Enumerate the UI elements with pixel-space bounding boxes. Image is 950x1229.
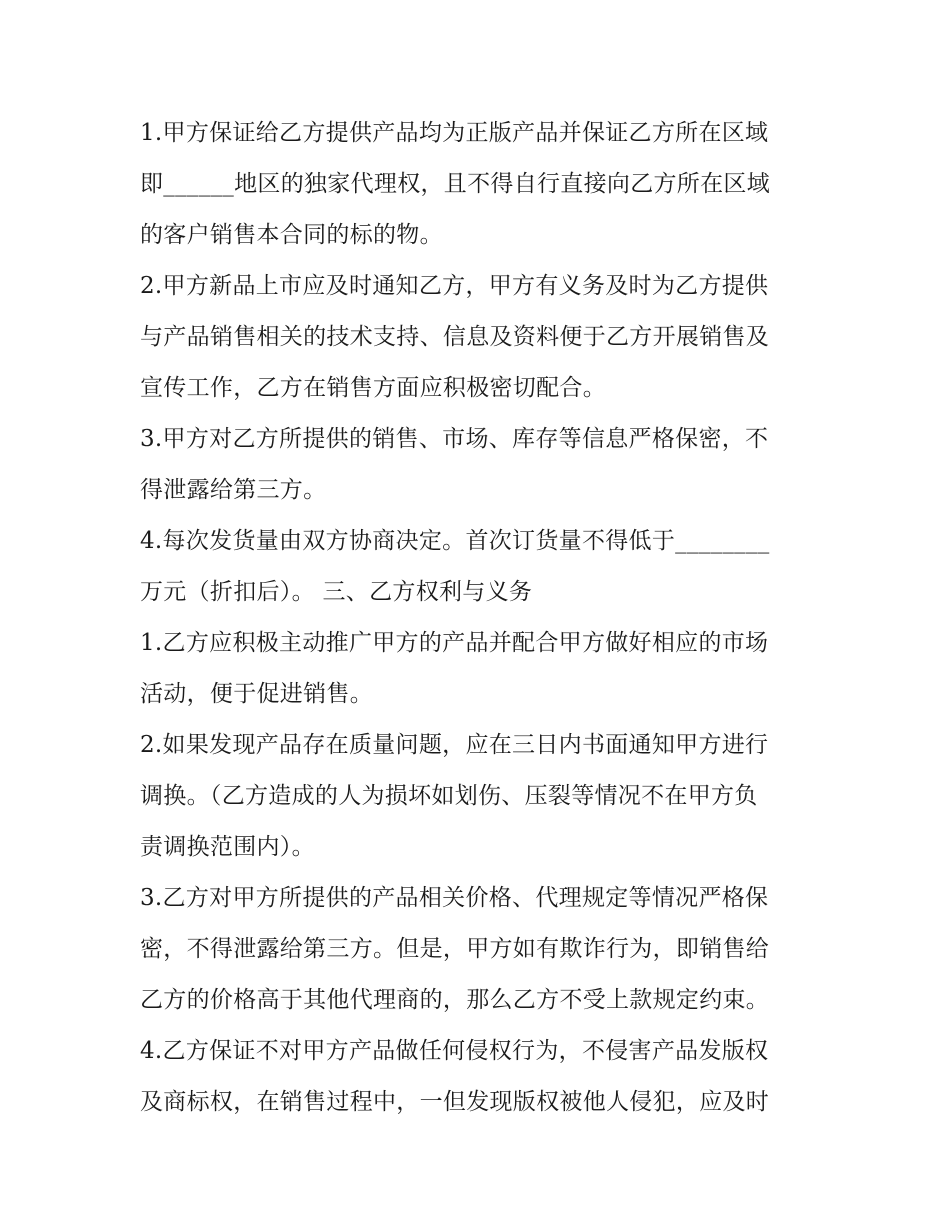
text-line: 与产品销售相关的技术支持、信息及资料便于乙方开展销售及 [140, 324, 770, 350]
text-line: 万元（折扣后）。 三、乙方权利与义务 [140, 579, 533, 605]
contract-body [140, 108, 820, 1128]
text-line: 及商标权，在销售过程中，一但发现版权被他人侵犯，应及时 [140, 1089, 770, 1115]
text-line: 1.乙方应积极主动推广甲方的产品并配合甲方做好相应的市场 [140, 630, 769, 656]
text-line: 密，不得泄露给第三方。但是，甲方如有欺诈行为，即销售给 [140, 936, 770, 962]
text-line: 4.乙方保证不对甲方产品做任何侵权行为，不侵害产品发版权 [140, 1038, 769, 1064]
text-line: 2.如果发现产品存在质量问题，应在三日内书面通知甲方进行 [140, 732, 769, 758]
text-line: 3.甲方对乙方所提供的销售、市场、库存等信息严格保密，不 [140, 426, 769, 452]
text-line: 4.每次发货量由双方协商决定。首次订货量不得低于________ [140, 528, 770, 554]
text-line: 1.甲方保证给乙方提供产品均为正版产品并保证乙方所在区域 [140, 120, 769, 146]
text-line: 2.甲方新品上市应及时通知乙方，甲方有义务及时为乙方提供 [140, 273, 769, 299]
text-line: 调换。（乙方造成的人为损坏如划伤、压裂等情况不在甲方负 [140, 783, 758, 809]
text-line: 宣传工作，乙方在销售方面应积极密切配合。 [140, 375, 606, 401]
text-line: 活动，便于促进销售。 [140, 681, 373, 707]
text-line: 乙方的价格高于其他代理商的，那么乙方不受上款规定约束。 [140, 987, 770, 1013]
text-line: 3.乙方对甲方所提供的产品相关价格、代理规定等情况严格保 [140, 885, 769, 911]
text-line: 即______地区的独家代理权，且不得自行直接向乙方所在区域 [140, 171, 770, 197]
text-line: 得泄露给第三方。 [140, 477, 327, 503]
text-line: 责调换范围内）。 [140, 834, 315, 860]
text-line: 的客户销售本合同的标的物。 [140, 222, 443, 248]
